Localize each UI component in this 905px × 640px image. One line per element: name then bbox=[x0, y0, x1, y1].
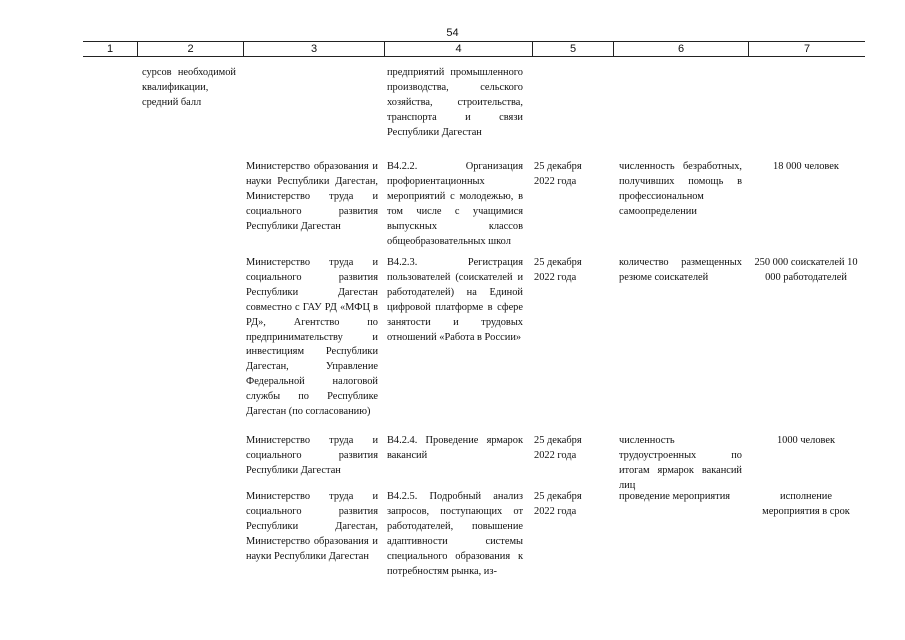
row-3-responsible: Министерство труда и социального развития Республики Дагестан bbox=[246, 435, 378, 476]
column-header-3: 3 bbox=[243, 42, 384, 56]
row-2-activity: В4.2.3. Регистрация пользователей (соискателей и работодателей) на Единой цифровой платформе в сфере занятости и трудовых отношений «Работа в России» bbox=[387, 257, 523, 343]
row-4-activity: В4.2.5. Подробный анализ запросов, поступающих от работодателей, повышение адаптивности системы специального образования к потребностям рынка, из- bbox=[387, 491, 523, 577]
row-2-indicator: количество размещенных резюме соискателей bbox=[619, 257, 742, 283]
row-3-value: 1000 человек bbox=[776, 435, 836, 446]
continuation-col2-cell: сурсов необходимой квалификации, средний балл bbox=[142, 67, 236, 108]
row-2-value: 250 000 соискателей 10 000 работодателей bbox=[754, 257, 858, 283]
row-1-value: 18 000 человек bbox=[773, 161, 839, 172]
row-1-activity: В4.2.2. Организация профориентационных мероприятий с молодежью, в том числе с учащимися выпускных классов общеобразовательных школ bbox=[387, 161, 523, 247]
column-header-4: 4 bbox=[384, 42, 532, 56]
row-3-indicator: численность трудоустроенных по итогам ярмарок вакансий лиц bbox=[619, 435, 742, 491]
column-header-2: 2 bbox=[137, 42, 243, 56]
column-header-1: 1 bbox=[106, 43, 114, 55]
row-4-deadline: 25 декабря 2022 года bbox=[534, 491, 582, 517]
column-header-6: 6 bbox=[613, 42, 748, 56]
column-header-7: 7 bbox=[748, 42, 865, 56]
continuation-col4-cell: предприятий промышленного производства, сельского хозяйства, строительства, транспорта и связи Республики Дагестан bbox=[387, 67, 523, 138]
row-4-indicator: проведение мероприятия bbox=[619, 491, 731, 502]
row-1-deadline: 25 декабря 2022 года bbox=[534, 161, 582, 187]
row-2-responsible: Министерство труда и социального развития Республики Дагестан совместно с ГАУ РД «МФЦ в РД», Агентство по предпринимательству и инвестициям Республики Дагестан, Управление Федеральной налоговой службы по Республике Дагестан (по согласованию) bbox=[246, 257, 378, 418]
table-header-row bbox=[83, 41, 865, 57]
row-3-deadline: 25 декабря 2022 года bbox=[534, 435, 582, 461]
column-header-5: 5 bbox=[532, 42, 613, 56]
row-1-responsible: Министерство образования и науки Республики Дагестан, Министерство труда и социального развития Республики Дагестан bbox=[246, 161, 378, 232]
row-4-responsible: Министерство труда и социального развития Республики Дагестан, Министерство образования и науки Республики Дагестан bbox=[246, 491, 378, 562]
page-number: 54 bbox=[446, 27, 459, 39]
row-3-activity: В4.2.4. Проведение ярмарок вакансий bbox=[387, 435, 523, 461]
row-2-deadline: 25 декабря 2022 года bbox=[534, 257, 582, 283]
row-1-indicator: численность безработных, получивших помощь в профессиональном самоопределении bbox=[619, 161, 742, 217]
row-4-value: исполнение мероприятия в срок bbox=[762, 491, 850, 517]
